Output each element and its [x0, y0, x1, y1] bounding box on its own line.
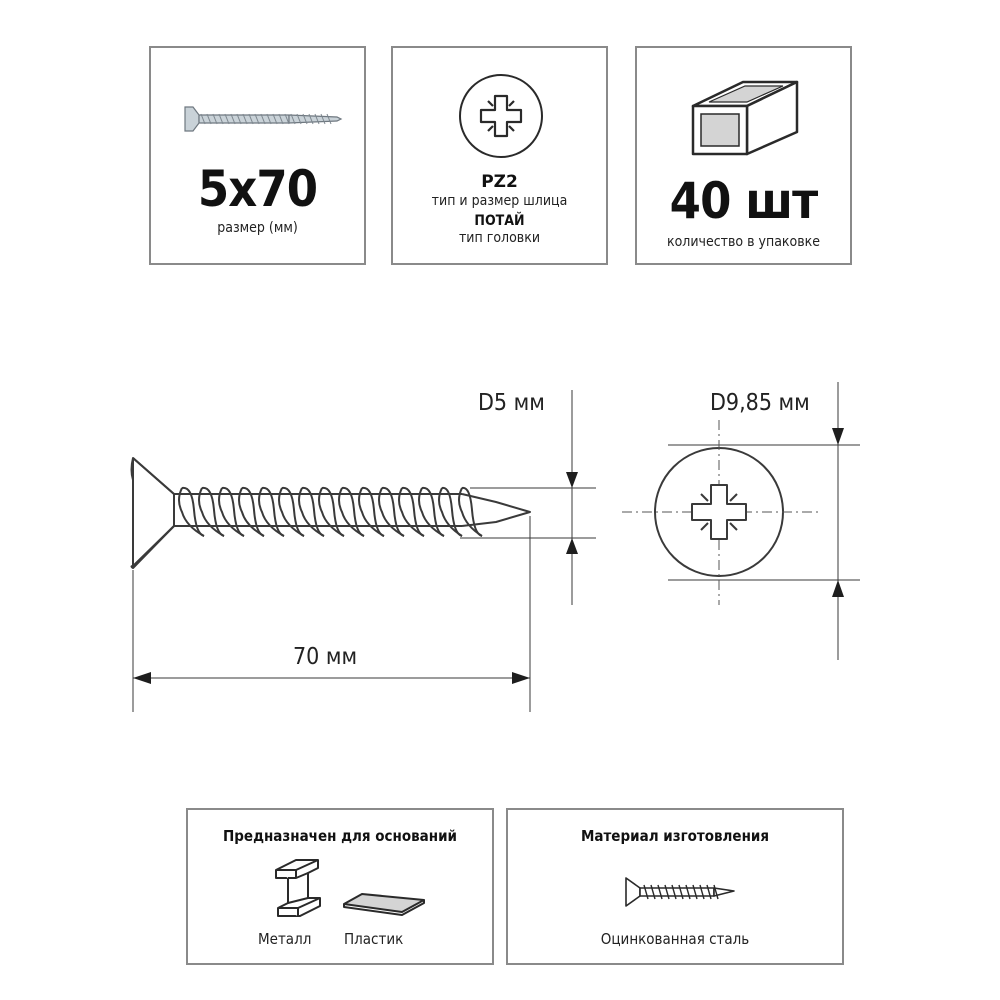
dimension-lines: [133, 382, 860, 712]
material-title: Материал изготовления: [580, 827, 770, 845]
material-card: [506, 808, 844, 965]
i-beam-icon: [268, 858, 328, 920]
head-value: ПОТАЙ: [474, 213, 525, 229]
material-value: Оцинкованная сталь: [600, 930, 750, 948]
screw-side-view: [132, 458, 531, 568]
base-item-plastic: Пластик: [344, 930, 404, 948]
slot-label: тип и размер шлица: [431, 193, 568, 209]
size-label: размер (мм): [217, 220, 298, 236]
base-item-metal: Металл: [258, 930, 312, 948]
qty-value: 40 шт: [669, 172, 818, 230]
size-value: 5x70: [197, 160, 318, 218]
head-label: тип головки: [458, 230, 541, 246]
screw-threads: [179, 488, 482, 536]
bases-title: Предназначен для оснований: [222, 827, 458, 845]
length-label: 70 мм: [293, 644, 358, 670]
plastic-sheet-icon: [340, 890, 430, 930]
diameter-label: D5 мм: [478, 390, 545, 416]
dimension-arrows: [133, 428, 844, 684]
head-diameter-label: D9,85 мм: [710, 390, 810, 416]
head-top-view: [622, 420, 818, 605]
bases-card: [186, 808, 494, 965]
qty-label: количество в упаковке: [666, 234, 821, 250]
slot-value: PZ2: [481, 172, 518, 192]
screw-small-icon: [508, 872, 846, 912]
